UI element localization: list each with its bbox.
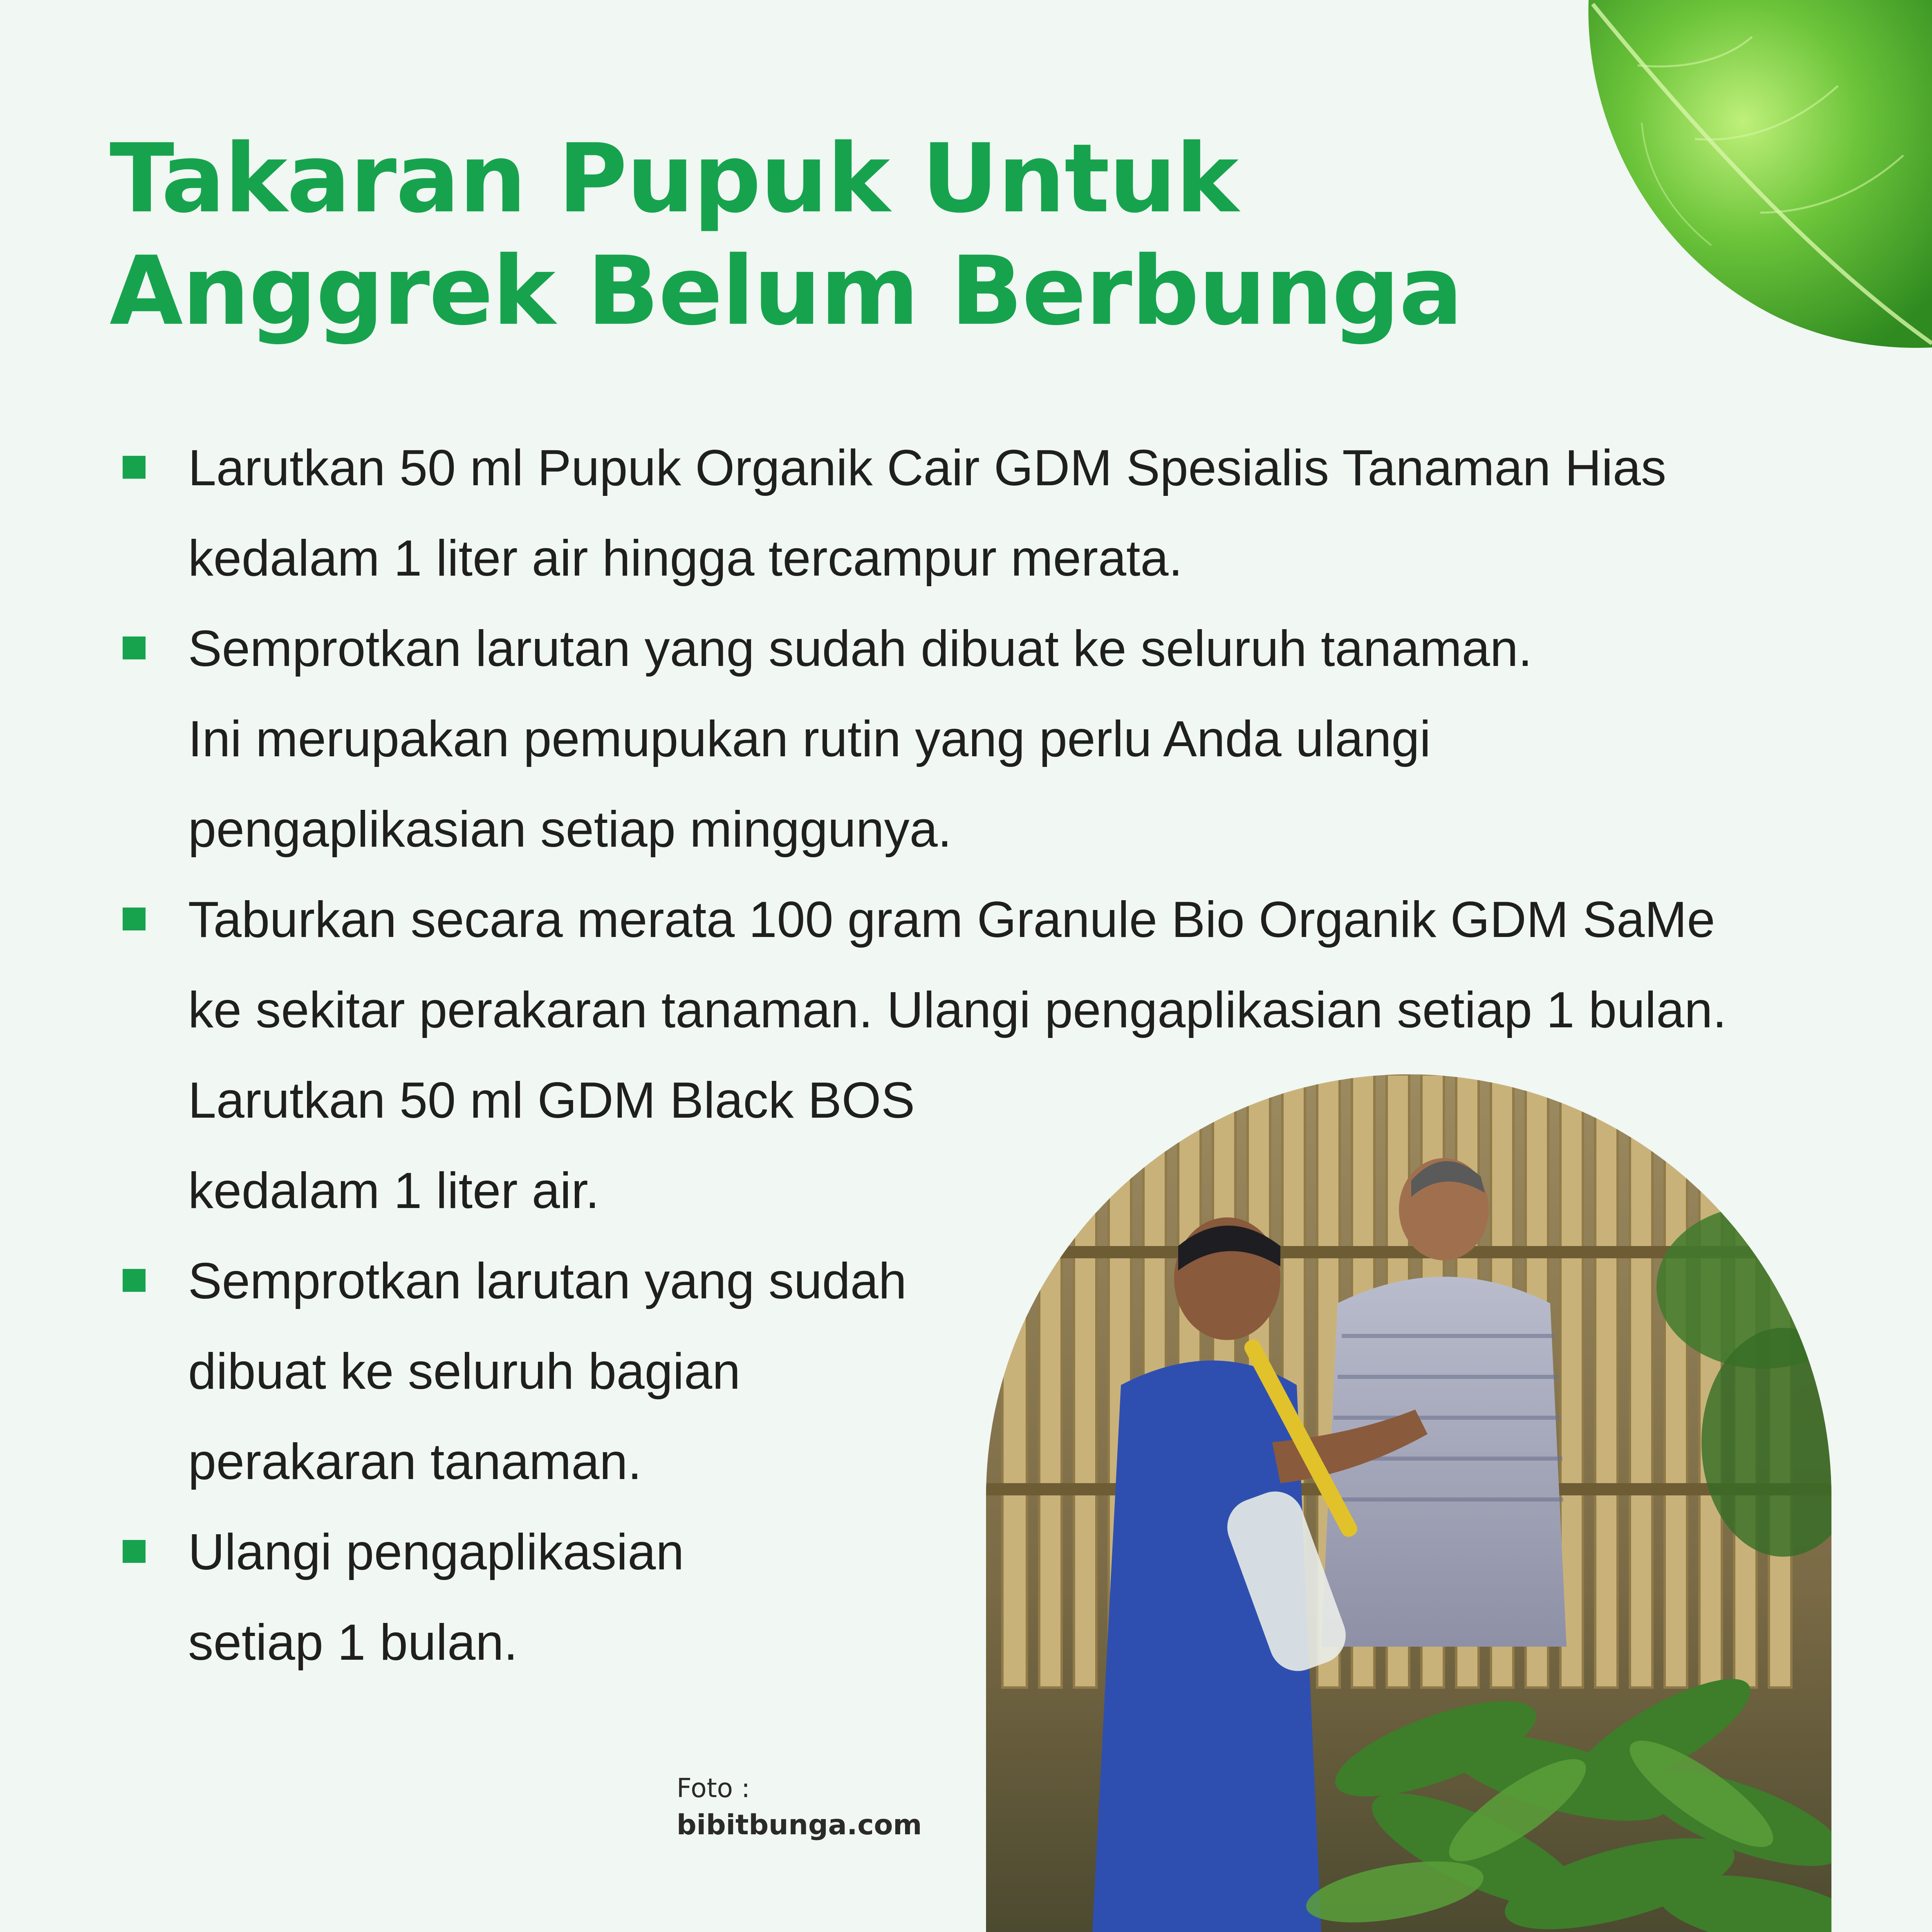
list-item	[123, 423, 1727, 604]
bullet-square-icon	[123, 1540, 146, 1563]
photo-credit	[677, 1770, 922, 1844]
list-item-text: kedalam 1 liter air hingga tercampur merata.	[188, 530, 1183, 587]
list-item-text: Ini merupakan pemupukan rutin yang perlu Anda ulangi	[188, 711, 1431, 767]
list-item-text: Semprotkan larutan yang sudah dibuat ke seluruh tanaman.	[188, 621, 1533, 677]
arch-photo	[986, 1074, 1831, 1932]
bullet-square-icon	[123, 456, 146, 479]
list-item-text: dibuat ke seluruh bagian	[188, 1343, 741, 1400]
bullet-square-icon	[123, 1269, 146, 1292]
photo-credit-source: bibitbunga.com	[677, 1809, 922, 1841]
list-item-text: Taburkan secara merata 100 gram Granule Bio Organik GDM SaMe	[188, 892, 1715, 948]
list-item-text: Larutkan 50 ml Pupuk Organik Cair GDM Spesialis Tanaman Hias	[188, 440, 1666, 496]
list-item-text: Larutkan 50 ml GDM Black BOS	[188, 1072, 915, 1129]
photo-credit-label: Foto :	[677, 1773, 750, 1804]
list-item-text: ke sekitar perakaran tanaman. Ulangi pengaplikasian setiap 1 bulan.	[188, 982, 1727, 1038]
bullet-square-icon	[123, 908, 146, 930]
list-item-text: Semprotkan larutan yang sudah	[188, 1253, 907, 1309]
list-item-text: setiap 1 bulan.	[188, 1614, 518, 1671]
list-item-text: kedalam 1 liter air.	[188, 1163, 600, 1219]
leaf-decoration	[1576, 0, 1932, 352]
list-item-text: pengaplikasian setiap minggunya.	[188, 801, 952, 858]
list-item-text: perakaran tanaman.	[188, 1434, 642, 1490]
title-line-1: Takaran Pupuk Untuk	[110, 123, 1238, 234]
list-item-text: Ulangi pengaplikasian	[188, 1524, 684, 1580]
list-item	[123, 604, 1727, 875]
title-line-2: Anggrek Belum Berbunga	[110, 236, 1462, 346]
photo-illustration	[986, 1074, 1831, 1932]
page-title	[110, 123, 1462, 347]
bullet-square-icon	[123, 637, 146, 659]
